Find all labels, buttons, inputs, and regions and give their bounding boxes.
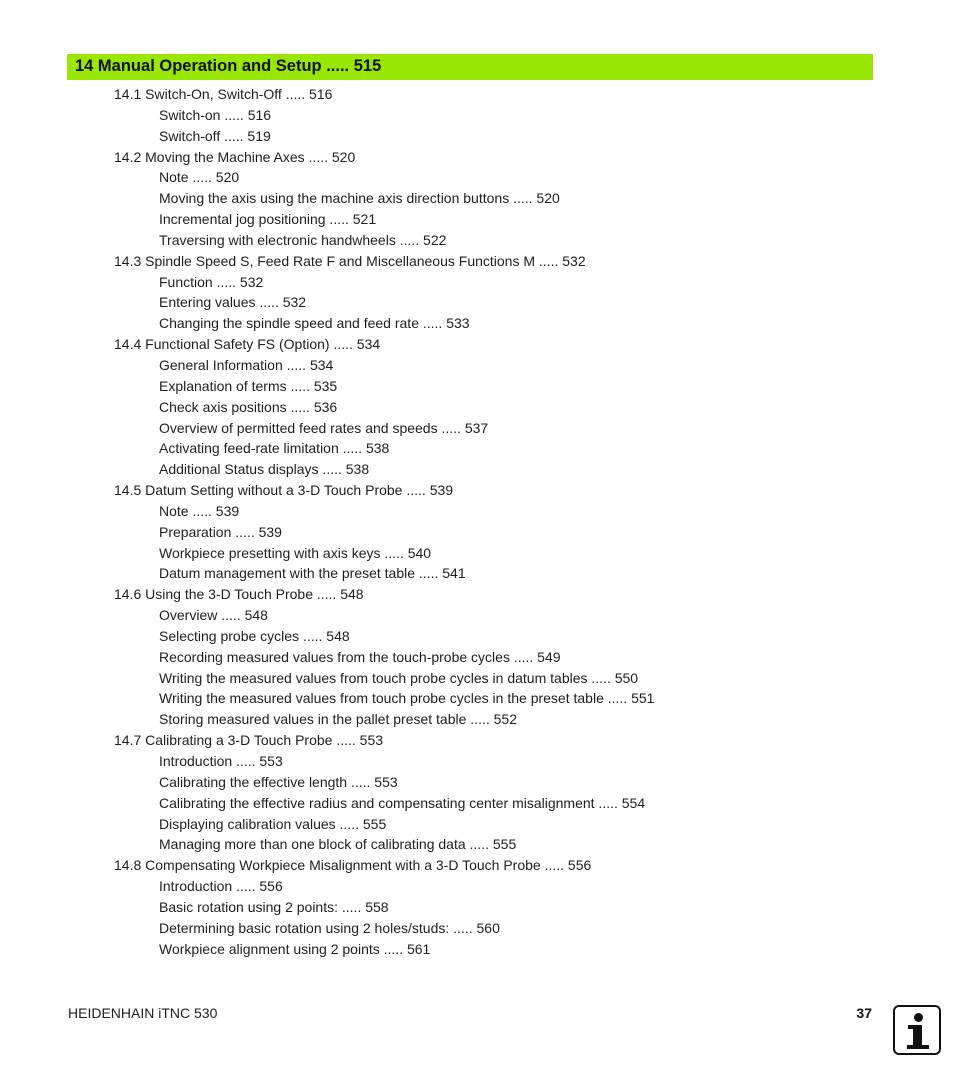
toc-subsection-entry[interactable]: Selecting probe cycles ..... 548 xyxy=(159,627,350,644)
toc-section-entry[interactable]: 14.3 Spindle Speed S, Feed Rate F and Miscellaneous Functions M ..... 532 xyxy=(114,252,586,269)
toc-subsection-entry[interactable]: Workpiece alignment using 2 points ..... 561 xyxy=(159,940,431,957)
toc-subsection-entry[interactable]: Changing the spindle speed and feed rate ..... 533 xyxy=(159,315,470,332)
toc-section-entry[interactable]: 14.5 Datum Setting without a 3-D Touch Probe ..... 539 xyxy=(114,482,454,499)
toc-subsection-entry[interactable]: Storing measured values in the pallet preset table ..... 552 xyxy=(159,711,517,728)
page-number: 37 xyxy=(856,1005,872,1021)
toc-subsection-entry[interactable]: Switch-off ..... 519 xyxy=(159,127,271,144)
toc-subsection-entry[interactable]: Activating feed-rate limitation ..... 538 xyxy=(159,440,390,457)
toc-subsection-entry[interactable]: Introduction ..... 553 xyxy=(159,753,283,769)
toc-subsection-entry[interactable]: Overview of permitted feed rates and speeds ..... 537 xyxy=(159,419,489,436)
chapter-header-bar xyxy=(67,54,873,80)
toc-subsection-entry[interactable]: Datum management with the preset table ..... 541 xyxy=(159,565,466,582)
toc-section-entry[interactable]: 14.2 Moving the Machine Axes ..... 520 xyxy=(114,148,356,165)
toc-subsection-entry[interactable]: Preparation ..... 539 xyxy=(159,523,282,540)
toc-subsection-entry[interactable]: Entering values ..... 532 xyxy=(159,294,307,311)
toc-subsection-entry[interactable]: Note ..... 520 xyxy=(159,169,240,186)
toc-subsection-entry[interactable]: Note ..... 539 xyxy=(159,502,240,519)
toc-subsection-entry[interactable]: General Information ..... 534 xyxy=(159,356,334,373)
toc-section-entry[interactable]: 14.8 Compensating Workpiece Misalignment with a 3-D Touch Probe ..... 556 xyxy=(114,857,592,874)
toc-subsection-entry[interactable]: Switch-on ..... 516 xyxy=(159,106,272,123)
toc-subsection-entry[interactable]: Calibrating the effective length ..... 553 xyxy=(159,773,398,790)
toc-subsection-entry[interactable]: Function ..... 532 xyxy=(159,273,264,290)
toc-section-entry[interactable]: 14.1 Switch-On, Switch-Off ..... 516 xyxy=(114,86,333,102)
toc-subsection-entry[interactable]: Check axis positions ..... 536 xyxy=(159,398,338,415)
toc-subsection-entry[interactable]: Managing more than one block of calibrating data ..... 555 xyxy=(159,836,517,853)
toc-section-entry[interactable]: 14.6 Using the 3-D Touch Probe ..... 548 xyxy=(114,586,364,603)
toc-subsection-entry[interactable]: Basic rotation using 2 points: ..... 558 xyxy=(159,898,389,915)
toc-subsection-entry[interactable]: Introduction ..... 556 xyxy=(159,878,283,895)
toc-subsection-entry[interactable]: Moving the axis using the machine axis direction buttons ..... 520 xyxy=(159,190,560,207)
toc-subsection-entry[interactable]: Determining basic rotation using 2 holes/studs: ..... 560 xyxy=(159,919,500,936)
footer-product-name: HEIDENHAIN iTNC 530 xyxy=(68,1005,218,1021)
chapter-title[interactable]: 14 Manual Operation and Setup ..... 515 xyxy=(75,57,382,75)
toc-subsection-entry[interactable]: Overview ..... 548 xyxy=(159,607,268,624)
toc-subsection-entry[interactable]: Explanation of terms ..... 535 xyxy=(159,377,338,394)
toc-subsection-entry[interactable]: Writing the measured values from touch probe cycles in datum tables ..... 550 xyxy=(159,669,639,686)
toc-subsection-entry[interactable]: Calibrating the effective radius and compensating center misalignment ..... 554 xyxy=(159,794,646,811)
toc-subsection-entry[interactable]: Additional Status displays ..... 538 xyxy=(159,461,370,478)
toc-subsection-entry[interactable]: Displaying calibration values ..... 555 xyxy=(159,815,387,832)
info-icon xyxy=(893,1005,941,1055)
toc-subsection-entry[interactable]: Writing the measured values from touch probe cycles in the preset table ..... 551 xyxy=(159,690,655,707)
toc-subsection-entry[interactable]: Incremental jog positioning ..... 521 xyxy=(159,211,377,228)
toc-subsection-entry[interactable]: Workpiece presetting with axis keys ..... 540 xyxy=(159,544,432,561)
toc-subsection-entry[interactable]: Recording measured values from the touch-probe cycles ..... 549 xyxy=(159,648,561,665)
table-of-contents xyxy=(0,84,954,959)
toc-section-entry[interactable]: 14.7 Calibrating a 3-D Touch Probe ..... 553 xyxy=(114,732,384,749)
toc-section-entry[interactable]: 14.4 Functional Safety FS (Option) ..... 534 xyxy=(114,336,381,353)
toc-subsection-entry[interactable]: Traversing with electronic handwheels ..... 522 xyxy=(159,231,447,248)
